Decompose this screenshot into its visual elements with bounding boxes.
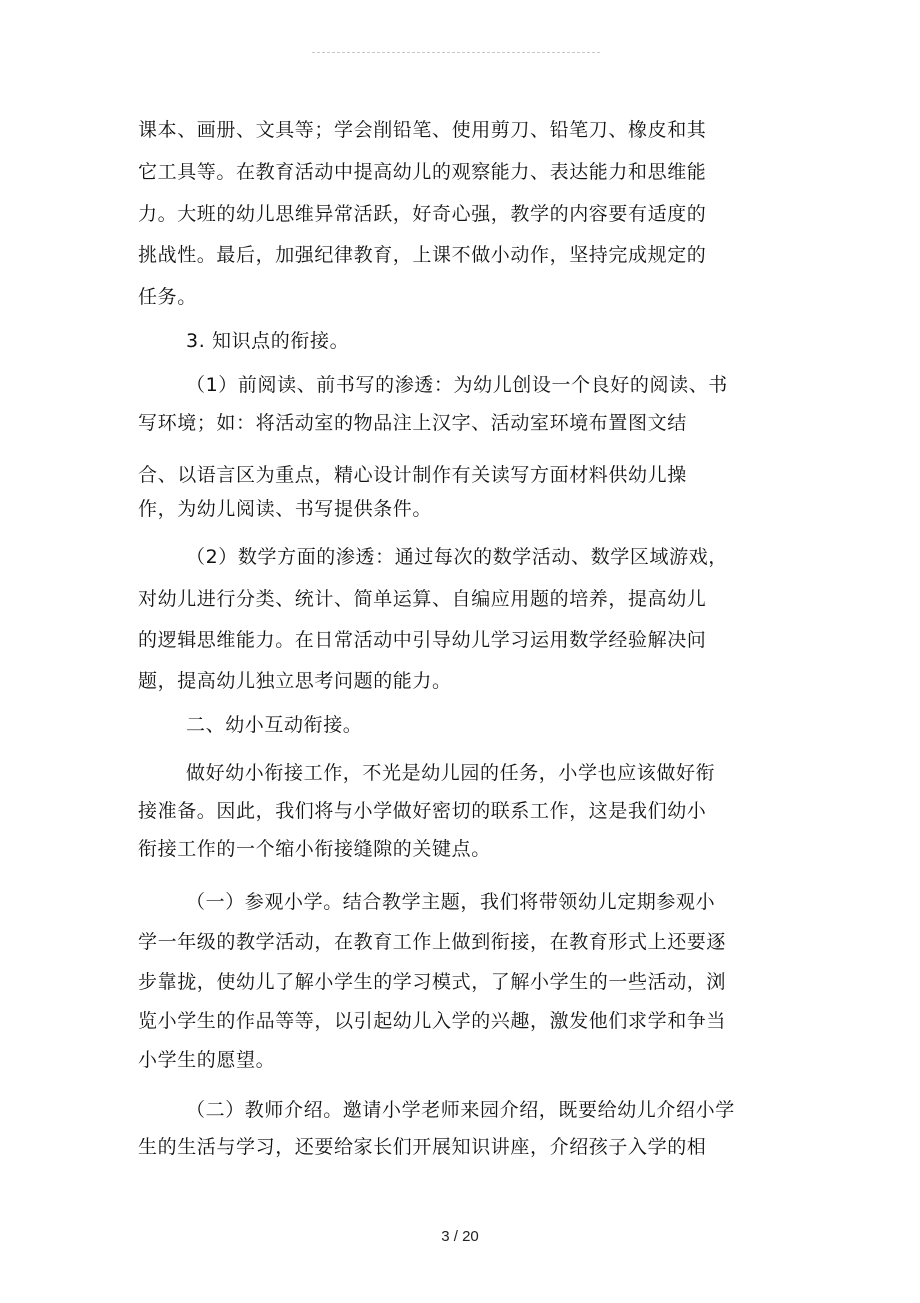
paragraph-3-line-2: 写环境；如：将活动室的物品注上汉字、活动室环境布置图文结 xyxy=(138,412,687,434)
section-heading-knowledge: 3. 知识点的衔接。 xyxy=(186,330,350,352)
paragraph-3-line-3: 合、以语言区为重点，精心设计制作有关读写方面材料供幼儿操 xyxy=(138,464,687,486)
paragraph-6-line-1: 做好幼小衔接工作，不光是幼儿园的任务，小学也应该做好衔 xyxy=(186,762,716,784)
paragraph-4-line-1: （2）数学方面的渗透：通过每次的数学活动、数学区域游戏， xyxy=(186,546,728,568)
paragraph-6-line-3: 衔接工作的一个缩小衔接缝隙的关键点。 xyxy=(138,838,491,860)
paragraph-4-line-3: 的逻辑思维能力。在日常活动中引导幼儿学习运用数学经验解决问 xyxy=(138,629,707,651)
paragraph-8-line-1: （二）教师介绍。邀请小学老师来园介绍，既要给幼儿介绍小学 xyxy=(186,1099,735,1121)
paragraph-1-line-4: 挑战性。最后，加强纪律教育，上课不做小动作，坚持完成规定的 xyxy=(138,244,707,266)
paragraph-7-line-4: 览小学生的作品等等，以引起幼儿入学的兴趣，激发他们求学和争当 xyxy=(138,1010,727,1032)
header-rule xyxy=(312,52,600,53)
paragraph-1-line-3: 力。大班的幼儿思维异常活跃，好奇心强，教学的内容要有适度的 xyxy=(138,203,707,225)
paragraph-1-line-1: 课本、画册、文具等；学会削铅笔、使用剪刀、铅笔刀、橡皮和其 xyxy=(138,119,707,141)
page-number: 3 / 20 xyxy=(441,1228,479,1245)
paragraph-8-line-2: 生的生活与学习，还要给家长们开展知识讲座，介绍孩子入学的相 xyxy=(138,1136,707,1158)
paragraph-1-line-5: 任务。 xyxy=(138,286,197,308)
paragraph-7-line-2: 学一年级的教学活动，在教育工作上做到衔接，在教育形式上还要逐 xyxy=(138,931,727,953)
section-heading-interaction: 二、幼小互动衔接。 xyxy=(186,714,363,736)
paragraph-3-line-1: （1）前阅读、前书写的渗透：为幼儿创设一个良好的阅读、书 xyxy=(186,374,728,396)
paragraph-7-line-5: 小学生的愿望。 xyxy=(138,1049,276,1071)
paragraph-1-line-2: 它工具等。在教育活动中提高幼儿的观察能力、表达能力和思维能 xyxy=(138,161,707,183)
paragraph-6-line-2: 接准备。因此，我们将与小学做好密切的联系工作，这是我们幼小 xyxy=(138,800,707,822)
paragraph-4-line-2: 对幼儿进行分类、统计、简单运算、自编应用题的培养，提高幼儿 xyxy=(138,588,707,610)
paragraph-7-line-1: （一）参观小学。结合教学主题，我们将带领幼儿定期参观小 xyxy=(186,891,716,913)
paragraph-3-line-4: 作，为幼儿阅读、书写提供条件。 xyxy=(138,498,433,520)
paragraph-4-line-4: 题，提高幼儿独立思考问题的能力。 xyxy=(138,670,452,692)
paragraph-7-line-3: 步靠拢，使幼儿了解小学生的学习模式，了解小学生的一些活动，浏 xyxy=(138,971,727,993)
